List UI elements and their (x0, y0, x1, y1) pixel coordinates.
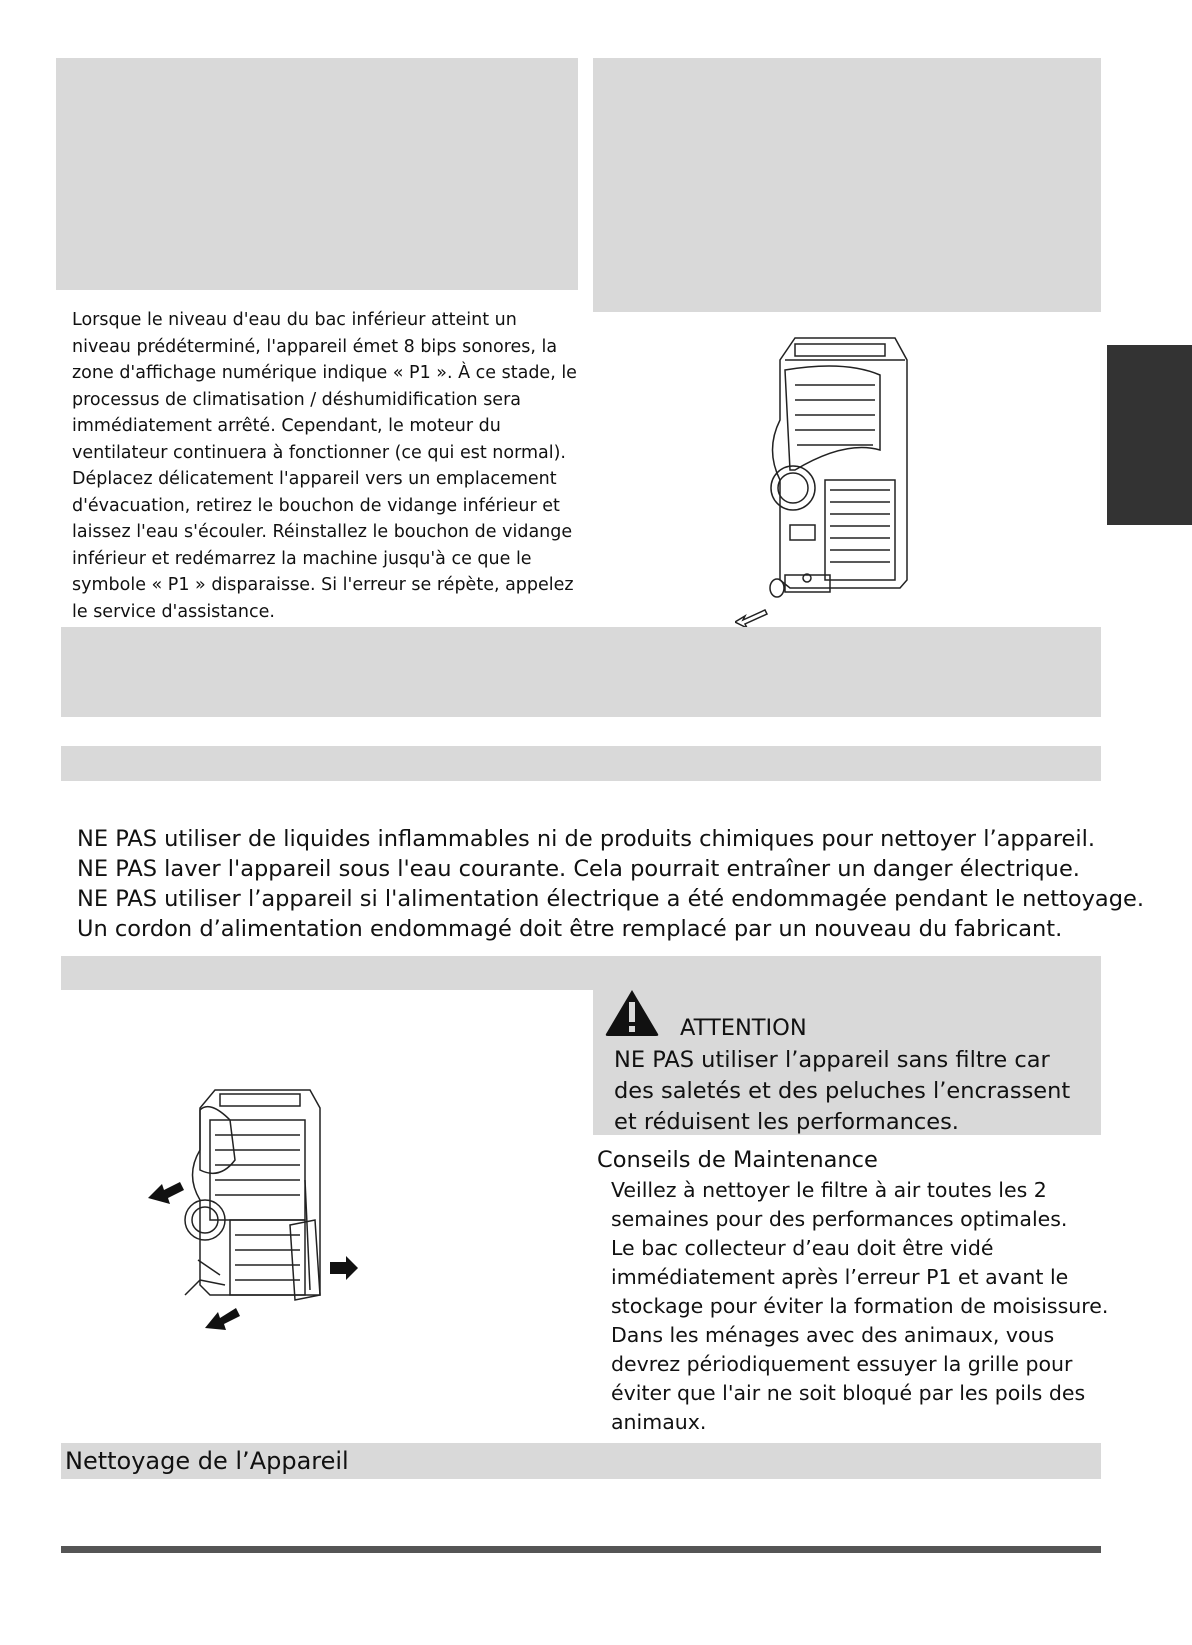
warning-line: NE PAS laver l'appareil sous l'eau courante. Cela pourrait entraîner un danger électrique. (77, 856, 1080, 882)
warning-line: NE PAS utiliser l’appareil si l'alimentation électrique a été endommagée pendant le nettoyage. (77, 886, 1144, 912)
section-bar-2 (61, 956, 1101, 990)
attention-text: NE PAS utiliser l’appareil sans filtre car des saletés et des peluches l’encrassent et réduisent les performances. (614, 1047, 1071, 1135)
tip-line: immédiatement après l’erreur P1 et avant le (611, 1265, 1069, 1289)
tips-title: Conseils de Maintenance (597, 1147, 878, 1173)
section-bar-1 (61, 746, 1101, 781)
tip-line: Le bac collecteur d’eau doit être vidé (611, 1236, 994, 1260)
warning-line: NE PAS utiliser de liquides inflammables ni de produits chimiques pour nettoyer l’appareil. (77, 826, 1096, 852)
tip-line: Veillez à nettoyer le filtre à air toutes les 2 (611, 1178, 1047, 1202)
tip-line: stockage pour éviter la formation de moisissure. (611, 1294, 1109, 1318)
tip-line: devrez périodiquement essuyer la grille pour (611, 1352, 1073, 1376)
gray-band (61, 627, 1101, 717)
side-tab (1107, 345, 1192, 525)
section-heading: Nettoyage de l’Appareil (61, 1443, 1101, 1479)
drain-plug-illustration (735, 330, 915, 630)
warning-list (77, 824, 1144, 944)
top-left-panel (56, 58, 578, 290)
attention-title: ATTENTION (680, 1015, 807, 1041)
tip-line: semaines pour des performances optimales. (611, 1207, 1068, 1231)
bottom-rule (61, 1546, 1101, 1553)
filter-removal-illustration (140, 1080, 380, 1335)
tip-line: éviter que l'air ne soit bloqué par les poils des (611, 1381, 1086, 1405)
tip-line: animaux. (611, 1410, 707, 1434)
warning-line: Un cordon d’alimentation endommagé doit être remplacé par un nouveau du fabricant. (77, 916, 1063, 942)
drain-paragraph: Lorsque le niveau d'eau du bac inférieur atteint un niveau prédéterminé, l'appareil émet 8 bips sonores, la zone d'affichage numérique indique « P1 ». À ce stade, le processus de climatisation / déshumidification sera immédiatement arrêté. Cependant, le moteur du ventilateur continuera à fonctionner (ce qui est normal). Déplacez délicatement l'appareil vers un emplacement d'évacuation, retirez le bouchon de vidange inférieur et laissez l'eau s'écouler. Réinstallez le bouchon de vidange inférieur et redémarrez la machine jusqu'à ce que le symbole « P1 » disparaisse. Si l'erreur se répète, appelez le service d'assistance. (72, 310, 577, 622)
warning-triangle-icon (604, 988, 660, 1038)
tips-list (611, 1176, 1108, 1437)
tip-line: Dans les ménages avec des animaux, vous (611, 1323, 1055, 1347)
top-right-panel (593, 58, 1101, 312)
